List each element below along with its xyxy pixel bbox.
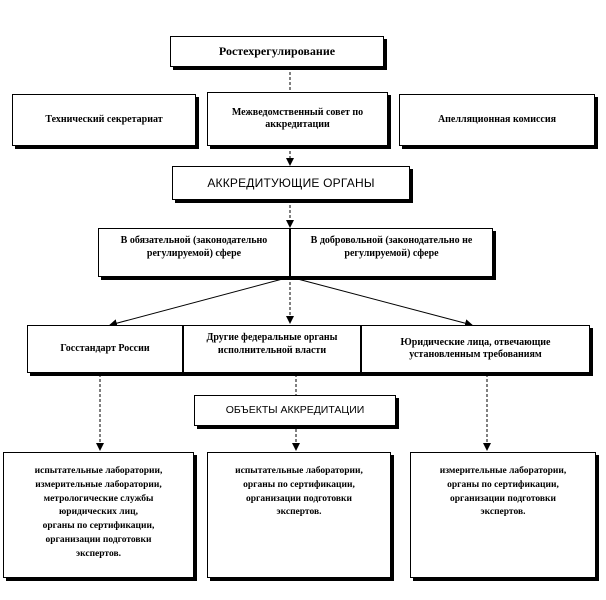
list-item: измерительные лаборатории, xyxy=(439,466,567,476)
rostehregulirovanie-box xyxy=(170,36,384,67)
left-objects-list xyxy=(3,452,194,578)
council-box xyxy=(207,92,388,146)
accreditation-objects-box xyxy=(194,395,396,426)
center-objects-list xyxy=(207,452,391,578)
voluntary-sphere-box xyxy=(290,228,493,277)
gosstandart-label: Госстандарт России xyxy=(60,342,150,354)
council-label: Межведомственный совет по аккредитации xyxy=(231,106,364,130)
appeals-commission-box xyxy=(399,94,595,146)
list-item: экспертов. xyxy=(276,507,322,518)
list-item: органы по сертификации, xyxy=(447,479,559,490)
federal-bodies-label: Другие федеральные органы исполнительной власти xyxy=(206,332,338,356)
rostehregulirovanie-label: Ростехрегулирование xyxy=(218,44,336,58)
list-item: измерительные лаборатории, xyxy=(35,479,162,490)
appeals-commission-label: Апелляционная комиссия xyxy=(437,113,557,125)
accrediting-bodies-label: АККРЕДИТУЮЩИЕ ОРГАНЫ xyxy=(207,175,375,190)
list-item: юридических лиц, xyxy=(59,507,138,518)
legal-entities-box xyxy=(361,325,590,373)
voluntary-sphere-label: В добровольной (законодательно не регулируемой) сфере xyxy=(310,235,473,259)
list-item: экспертов. xyxy=(480,507,526,518)
list-item: испытательные лаборатории, xyxy=(235,466,363,476)
gosstandart-box xyxy=(27,325,183,373)
right-objects-list xyxy=(410,452,596,578)
federal-bodies-box xyxy=(183,325,361,373)
technical-secretariat-box xyxy=(12,94,196,146)
mandatory-sphere-label: В обязательной (законодательно регулируемой) сфере xyxy=(120,235,268,259)
legal-entities-label: Юридические лица, отвечающие установленным требованиям xyxy=(400,336,551,360)
accreditation-objects-label: ОБЪЕКТЫ АККРЕДИТАЦИИ xyxy=(225,403,365,416)
technical-secretariat-label: Технический секретариат xyxy=(45,113,163,125)
list-item: организации подготовки xyxy=(45,534,152,545)
accrediting-bodies-box xyxy=(172,166,410,200)
list-item: организации подготовки xyxy=(450,493,556,504)
connector-to-gosstandart xyxy=(110,277,290,325)
list-item: метрологические службы xyxy=(43,493,154,504)
list-item: органы по сертификации, xyxy=(42,521,155,532)
list-item: организации подготовки xyxy=(246,493,352,504)
list-item: органы по сертификации, xyxy=(243,479,355,490)
list-item: экспертов. xyxy=(76,548,121,559)
mandatory-sphere-box xyxy=(98,228,290,277)
list-item: испытательные лаборатории, xyxy=(34,466,163,476)
connector-to-legal xyxy=(290,277,472,325)
